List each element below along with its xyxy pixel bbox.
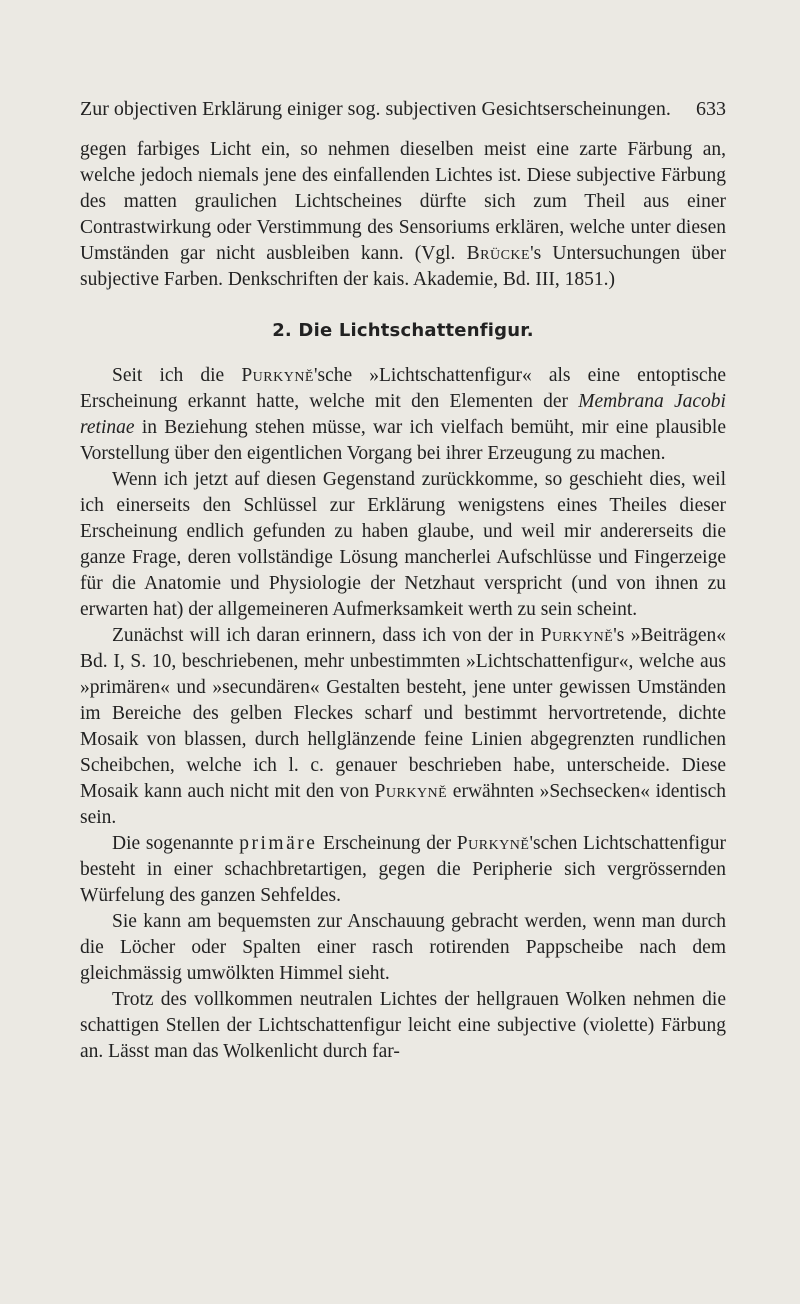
- author-name-purkyne: Purkyně: [456, 833, 530, 854]
- paragraph-4-text-b: 's »Beiträgen« Bd. I, S. 10, beschriebenen, mehr unbestimmten »Lichtschattenfigur«, welche aus »primären« und »secundären« Gestalten besteht, jene unter gewissen Umständen im Bereiche des gelben Fleckes scharf und bestimmt hervortretende, dichte Mosaik von blassen, durch hellglänzende feine Linien abgegrenzten rundlichen Scheibchen, welche ich l. c. genauer beschrieben habe, unterscheide. Diese Mosaik kann auch nicht mit den von: [80, 625, 726, 802]
- paragraph-5-text-b: Erscheinung der: [317, 833, 457, 854]
- paragraph-4-text-c: erwähnten »Sechsecken« identisch sein.: [80, 781, 726, 828]
- latin-term: Membrana Jacobi retinae: [80, 391, 726, 438]
- paragraph-5: [80, 831, 726, 909]
- author-name-purkyne: Purkyně: [540, 625, 614, 646]
- paragraph-6: Sie kann am bequemsten zur Anschauung gebracht werden, wenn man durch die Löcher oder Spalten einer rasch rotirenden Pappscheibe nach dem gleichmässig umwölkten Himmel sieht.: [80, 911, 726, 984]
- author-name-bruecke: Brücke: [466, 243, 531, 264]
- paragraph-7: Trotz des vollkommen neutralen Lichtes der hellgrauen Wolken nehmen die schattigen Stellen der Lichtschattenfigur leicht eine subjective (violette) Färbung an. Lässt man das Wolkenlicht durch far-: [80, 989, 726, 1062]
- paragraph-2-text-a: Seit ich die: [112, 365, 242, 386]
- paragraph-1-text-b: 's Untersuchungen über subjective Farben. Denkschriften der kais. Akademie, Bd. III, 1851.): [80, 243, 726, 290]
- paragraph-5-text-c: 'schen Lichtschattenfigur besteht in einer schachbretartigen, gegen die Peripherie sich vergrössernden Würfelung des ganzen Sehfeldes.: [80, 833, 727, 906]
- author-name-purkyne: Purkyně: [374, 781, 448, 802]
- paragraph-4: [80, 623, 726, 831]
- paragraph-5-text-a: Die sogenannte: [112, 833, 240, 854]
- paragraph-2-text-b: 'sche »Lichtschattenfigur« als eine entoptische Erscheinung erkannt hatte, welche mit den Elementen der: [80, 365, 726, 412]
- author-name-purkyne: Purkyně: [241, 365, 314, 386]
- paragraph-2-text-c: in Beziehung stehen müsse, war ich vielfach bemüht, mir eine plausible Vorstellung über den eigentlichen Vorgang bei ihrer Erzeugung zu machen.: [80, 417, 726, 464]
- page-number: 633: [696, 98, 726, 120]
- paragraph-2: [80, 363, 726, 467]
- paragraph-4-text-a: Zunächst will ich daran erinnern, dass ich von der in: [112, 625, 541, 646]
- spaced-emphasis: primäre: [239, 833, 318, 854]
- paragraph-1: [80, 137, 726, 293]
- body-text: [80, 137, 726, 1065]
- running-head: [80, 96, 726, 122]
- paragraph-3: Wenn ich jetzt auf diesen Gegenstand zurückkomme, so geschieht dies, weil ich einerseits den Schlüssel zur Erklärung wenigstens eines Theiles dieser Erscheinung endlich gefunden zu haben glaube, und weil mir andererseits die ganze Frage, deren vollständige Lösung mancherlei Aufschlüsse und Fingerzeige für die Anatomie und Physiologie der Netzhaut verspricht (und von ihnen zu erwarten hat) der allgemeineren Aufmerksamkeit werth zu sein scheint.: [80, 469, 726, 620]
- section-heading: 2. Die Lichtschattenfigur.: [272, 320, 534, 341]
- paragraph-1-text-a: gegen farbiges Licht ein, so nehmen dieselben meist eine zarte Färbung an, welche jedoch niemals jene des einfallenden Lichtes ist. Diese subjective Färbung des matten graulichen Lichtscheines dürfte sich zum Theil aus einer Contrastwirkung oder Verstimmung des Sensoriums erklären, welche unter diesen Umständen gar nicht ausbleiben kann. (Vgl.: [80, 139, 726, 264]
- running-head-title: Zur objectiven Erklärung einiger sog. subjectiven Gesichtserscheinungen.: [80, 98, 671, 120]
